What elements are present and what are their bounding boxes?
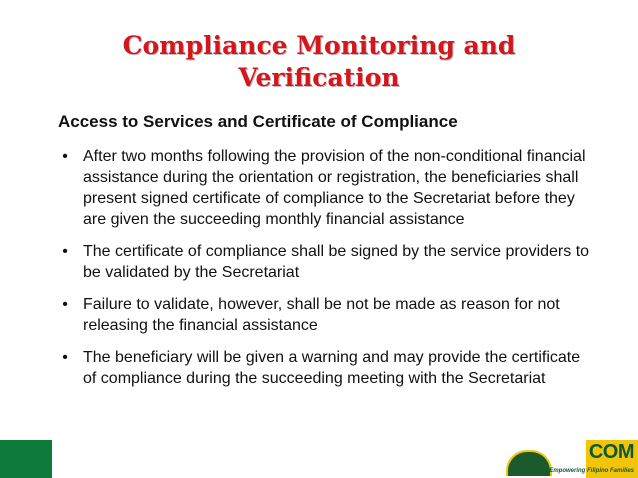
bullet-dot-icon: • (62, 296, 68, 313)
slide-title-line-1: Compliance Monitoring and (122, 31, 516, 60)
bullet-dot-icon: • (62, 243, 68, 260)
seal-logo-icon (506, 450, 552, 476)
bullet-dot-icon: • (62, 148, 68, 165)
bullet-item (58, 146, 593, 230)
bullet-text: The beneficiary will be given a warning and may provide the certificate of compliance during the succeeding meeting with the Secretariat (83, 349, 581, 387)
bullet-list (58, 146, 593, 400)
bullet-item (58, 241, 593, 283)
bullet-dot-icon: • (62, 349, 68, 366)
bullet-item (58, 294, 593, 336)
bullet-item (58, 347, 593, 389)
footer-green-band (0, 440, 52, 478)
slide-title (0, 30, 638, 94)
slide-subtitle: Access to Services and Certificate of Compliance (58, 112, 458, 131)
logo-tagline: Empowering Filipino Families (549, 468, 634, 474)
bullet-text: The certificate of compliance shall be signed by the service providers to be validated by the Secretariat (83, 243, 590, 281)
bullet-text: Failure to validate, however, shall be not be made as reason for not releasing the financial assistance (83, 296, 560, 334)
slide-title-line-2: Verification (238, 63, 400, 92)
bullet-text: After two months following the provision of the non-conditional financial assistance during the orientation or registration, the beneficiaries shall present signed certificate of compliance to the Secretariat before they are given the succeeding monthly financial assistance (83, 148, 586, 228)
organization-logo: COM (588, 441, 634, 463)
